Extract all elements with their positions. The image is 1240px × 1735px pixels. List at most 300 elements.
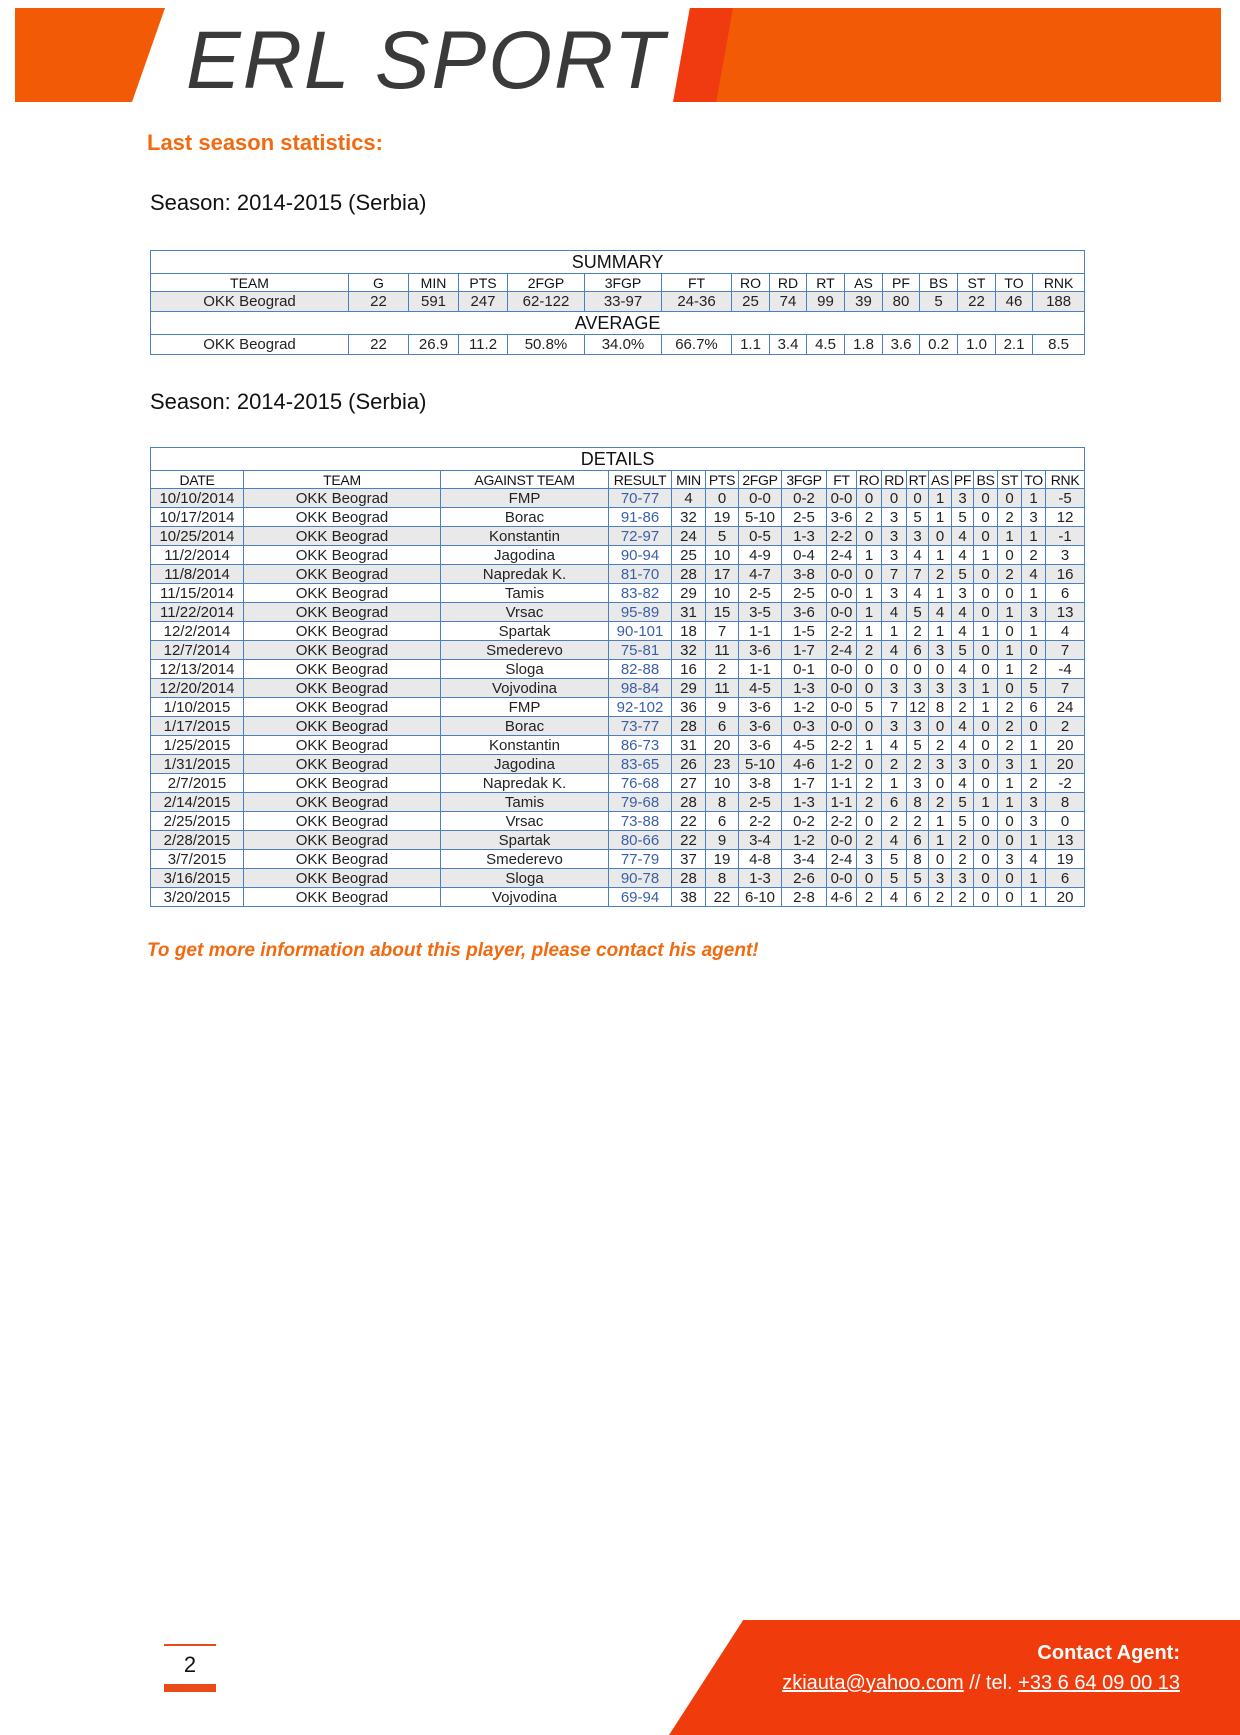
table-row <box>151 869 1085 888</box>
details-cell: Konstantin <box>441 736 609 755</box>
details-cell: 0 <box>857 660 882 679</box>
details-cell: 4 <box>1022 565 1046 584</box>
details-cell: 0-2 <box>782 812 827 831</box>
details-cell: 0 <box>998 869 1022 888</box>
details-cell: Borac <box>441 717 609 736</box>
summary-cell: 25 <box>732 292 770 312</box>
details-cell: 1 <box>857 736 882 755</box>
average-cell: OKK Beograd <box>151 335 349 355</box>
details-cell: 0-0 <box>827 831 857 850</box>
details-cell: 2 <box>882 755 907 774</box>
details-cell: 5 <box>706 527 739 546</box>
details-cell: OKK Beograd <box>244 793 441 812</box>
details-cell: 19 <box>1046 850 1085 869</box>
details-column-header: DATE <box>151 471 244 489</box>
details-cell: 4 <box>952 717 974 736</box>
details-title: DETAILS <box>151 448 1085 471</box>
details-cell: 5 <box>882 869 907 888</box>
details-cell: 1 <box>1022 489 1046 508</box>
details-cell: 2 <box>857 793 882 812</box>
details-cell: 22 <box>672 812 706 831</box>
summary-cell: 39 <box>845 292 883 312</box>
average-cell: 11.2 <box>459 335 508 355</box>
details-cell: 8 <box>929 698 952 717</box>
details-cell: 1-2 <box>827 755 857 774</box>
details-cell: 1 <box>857 584 882 603</box>
details-cell: 0 <box>974 489 998 508</box>
details-cell: Spartak <box>441 831 609 850</box>
agent-email-link[interactable]: zkiauta@yahoo.com <box>782 1672 964 1694</box>
details-column-header: MIN <box>672 471 706 489</box>
details-cell: 2-4 <box>827 546 857 565</box>
details-cell: 0 <box>974 774 998 793</box>
details-cell: 32 <box>672 641 706 660</box>
details-cell: 1 <box>1022 736 1046 755</box>
details-cell: OKK Beograd <box>244 774 441 793</box>
details-cell: 6 <box>706 812 739 831</box>
details-cell: 10/17/2014 <box>151 508 244 527</box>
details-cell: 2 <box>706 660 739 679</box>
details-cell: OKK Beograd <box>244 489 441 508</box>
summary-column-header: MIN <box>409 274 459 292</box>
summary-column-header: RO <box>732 274 770 292</box>
details-cell: 0-3 <box>782 717 827 736</box>
details-column-header: AS <box>929 471 952 489</box>
details-cell: 8 <box>907 793 929 812</box>
details-cell: 13 <box>1046 603 1085 622</box>
details-cell: 86-73 <box>609 736 672 755</box>
details-cell: 3/7/2015 <box>151 850 244 869</box>
details-cell: 4 <box>952 603 974 622</box>
details-cell: 11/22/2014 <box>151 603 244 622</box>
details-cell: 0 <box>974 812 998 831</box>
details-cell: 2 <box>929 565 952 584</box>
summary-column-header: ST <box>958 274 996 292</box>
details-cell: 1 <box>1022 869 1046 888</box>
details-cell: 90-94 <box>609 546 672 565</box>
details-cell: Vojvodina <box>441 888 609 907</box>
details-cell: 90-101 <box>609 622 672 641</box>
contact-line <box>782 1672 1180 1695</box>
details-cell: 2 <box>998 565 1022 584</box>
details-cell: 1 <box>998 527 1022 546</box>
table-row <box>151 489 1085 508</box>
details-column-header: RO <box>857 471 882 489</box>
details-cell: Smederevo <box>441 641 609 660</box>
details-cell: 4 <box>907 584 929 603</box>
details-cell: Vrsac <box>441 812 609 831</box>
details-cell: 3-6 <box>827 508 857 527</box>
details-cell: 0-2 <box>782 489 827 508</box>
details-cell: 95-89 <box>609 603 672 622</box>
details-cell: 2 <box>857 774 882 793</box>
details-cell: 0 <box>974 527 998 546</box>
details-cell: 3 <box>907 679 929 698</box>
details-cell: 23 <box>706 755 739 774</box>
details-cell: 1 <box>857 603 882 622</box>
summary-cell: 99 <box>807 292 845 312</box>
details-cell: OKK Beograd <box>244 546 441 565</box>
details-cell: 3 <box>882 546 907 565</box>
details-cell: 2-5 <box>782 508 827 527</box>
details-cell: 7 <box>882 565 907 584</box>
details-cell: 4-6 <box>827 888 857 907</box>
details-column-header: RESULT <box>609 471 672 489</box>
details-cell: 2-5 <box>739 793 782 812</box>
table-row <box>151 527 1085 546</box>
details-cell: Jagodina <box>441 755 609 774</box>
details-column-header: PTS <box>706 471 739 489</box>
details-cell: 73-77 <box>609 717 672 736</box>
average-cell: 26.9 <box>409 335 459 355</box>
details-cell: 2-5 <box>782 584 827 603</box>
details-cell: 28 <box>672 869 706 888</box>
details-cell: 6 <box>907 831 929 850</box>
details-cell: 2 <box>1022 774 1046 793</box>
details-cell: OKK Beograd <box>244 717 441 736</box>
details-cell: 5 <box>952 812 974 831</box>
details-cell: 0 <box>857 679 882 698</box>
details-cell: 72-97 <box>609 527 672 546</box>
details-cell: 1-2 <box>782 831 827 850</box>
details-cell: 11 <box>706 679 739 698</box>
summary-cell: 188 <box>1033 292 1085 312</box>
details-cell: 1 <box>1022 831 1046 850</box>
details-cell: 3-6 <box>739 717 782 736</box>
details-cell: 3-6 <box>739 641 782 660</box>
details-cell: 4-5 <box>782 736 827 755</box>
details-cell: 0 <box>974 565 998 584</box>
details-cell: 0-0 <box>827 869 857 888</box>
season-label-summary: Season: 2014-2015 (Serbia) <box>150 190 427 215</box>
details-cell: 2-6 <box>782 869 827 888</box>
table-row <box>151 565 1085 584</box>
details-cell: 0 <box>998 584 1022 603</box>
details-cell: 0-0 <box>827 489 857 508</box>
details-cell: 5 <box>857 698 882 717</box>
details-cell: Tamis <box>441 793 609 812</box>
details-cell: 6 <box>907 641 929 660</box>
details-cell: 1 <box>998 603 1022 622</box>
details-cell: 0 <box>857 527 882 546</box>
details-cell: 3 <box>1022 508 1046 527</box>
details-cell: 2 <box>929 736 952 755</box>
details-cell: 12/7/2014 <box>151 641 244 660</box>
details-column-header: 2FGP <box>739 471 782 489</box>
details-cell: 4 <box>952 527 974 546</box>
details-cell: 2 <box>1022 546 1046 565</box>
header-banner-left <box>15 8 165 102</box>
details-column-header: RD <box>882 471 907 489</box>
details-cell: OKK Beograd <box>244 565 441 584</box>
details-cell: 0 <box>857 717 882 736</box>
details-cell: 3 <box>882 679 907 698</box>
details-cell: 1 <box>974 793 998 812</box>
page-number: 2 <box>183 1652 197 1677</box>
details-column-header: TEAM <box>244 471 441 489</box>
details-cell: 0 <box>1022 717 1046 736</box>
details-cell: 28 <box>672 793 706 812</box>
details-cell: OKK Beograd <box>244 850 441 869</box>
contact-separator: // tel. <box>963 1672 1019 1694</box>
details-cell: 3-6 <box>739 698 782 717</box>
details-cell: 3 <box>929 679 952 698</box>
details-cell: 0 <box>706 489 739 508</box>
details-cell: 4-6 <box>782 755 827 774</box>
details-cell: 0 <box>929 850 952 869</box>
average-cell: 22 <box>349 335 409 355</box>
details-cell: 69-94 <box>609 888 672 907</box>
table-row <box>151 793 1085 812</box>
details-cell: 6 <box>1046 869 1085 888</box>
details-cell: 5 <box>952 508 974 527</box>
table-row <box>151 603 1085 622</box>
details-cell: 1 <box>1022 755 1046 774</box>
details-cell: 3-4 <box>739 831 782 850</box>
details-cell: 1 <box>974 546 998 565</box>
details-cell: 1 <box>974 698 998 717</box>
details-cell: 9 <box>706 698 739 717</box>
details-cell: 4 <box>952 622 974 641</box>
details-cell: 28 <box>672 717 706 736</box>
details-cell: 1/10/2015 <box>151 698 244 717</box>
details-cell: 2-2 <box>827 622 857 641</box>
details-cell: 0 <box>929 717 952 736</box>
details-cell: 1 <box>857 622 882 641</box>
details-cell: 3-4 <box>782 850 827 869</box>
table-row <box>151 755 1085 774</box>
details-cell: 5 <box>882 850 907 869</box>
page-number-rule-top <box>164 1644 216 1646</box>
details-cell: 1/31/2015 <box>151 755 244 774</box>
details-cell: Napredak K. <box>441 565 609 584</box>
details-cell: 12/13/2014 <box>151 660 244 679</box>
details-cell: 28 <box>672 565 706 584</box>
details-cell: 1 <box>1022 622 1046 641</box>
details-cell: 24 <box>1046 698 1085 717</box>
details-cell: 0 <box>857 489 882 508</box>
details-cell: 20 <box>1046 755 1085 774</box>
details-cell: 11 <box>706 641 739 660</box>
details-cell: 1 <box>929 831 952 850</box>
header-banner-right <box>673 8 1221 102</box>
details-cell: 0 <box>974 584 998 603</box>
details-cell: 0-0 <box>827 717 857 736</box>
details-cell: 1-1 <box>827 793 857 812</box>
details-cell: OKK Beograd <box>244 888 441 907</box>
details-cell: 4 <box>1046 622 1085 641</box>
details-cell: 3 <box>882 527 907 546</box>
details-cell: 0 <box>907 489 929 508</box>
details-cell: 0-1 <box>782 660 827 679</box>
details-cell: 20 <box>706 736 739 755</box>
details-cell: 0 <box>998 622 1022 641</box>
details-table <box>150 447 1085 907</box>
details-cell: 0 <box>929 660 952 679</box>
details-cell: Vojvodina <box>441 679 609 698</box>
details-cell: 4 <box>882 888 907 907</box>
summary-column-header: RD <box>770 274 807 292</box>
details-cell: 70-77 <box>609 489 672 508</box>
details-cell: 26 <box>672 755 706 774</box>
details-column-header: AGAINST TEAM <box>441 471 609 489</box>
details-cell: -5 <box>1046 489 1085 508</box>
details-cell: 4 <box>882 736 907 755</box>
details-cell: 2/25/2015 <box>151 812 244 831</box>
details-cell: OKK Beograd <box>244 508 441 527</box>
details-cell: 4 <box>882 641 907 660</box>
details-cell: 20 <box>1046 888 1085 907</box>
details-column-header: RT <box>907 471 929 489</box>
details-cell: Napredak K. <box>441 774 609 793</box>
summary-column-header: AS <box>845 274 883 292</box>
details-cell: 92-102 <box>609 698 672 717</box>
details-cell: 0 <box>974 869 998 888</box>
details-cell: 10/25/2014 <box>151 527 244 546</box>
details-cell: 12/20/2014 <box>151 679 244 698</box>
details-cell: Konstantin <box>441 527 609 546</box>
details-cell: 1-3 <box>739 869 782 888</box>
details-cell: 0 <box>974 888 998 907</box>
details-cell: OKK Beograd <box>244 603 441 622</box>
details-cell: 2-8 <box>782 888 827 907</box>
contact-note: To get more information about this player, please contact his agent! <box>147 940 759 961</box>
details-cell: 77-79 <box>609 850 672 869</box>
details-cell: OKK Beograd <box>244 679 441 698</box>
details-cell: 1-7 <box>782 641 827 660</box>
details-cell: 2 <box>857 641 882 660</box>
details-cell: 13 <box>1046 831 1085 850</box>
details-cell: 12/2/2014 <box>151 622 244 641</box>
section-heading: Last season statistics: <box>147 130 383 155</box>
details-cell: 2 <box>952 698 974 717</box>
details-cell: 81-70 <box>609 565 672 584</box>
details-cell: 37 <box>672 850 706 869</box>
details-cell: 75-81 <box>609 641 672 660</box>
details-cell: 7 <box>882 698 907 717</box>
details-cell: 2/7/2015 <box>151 774 244 793</box>
details-cell: -4 <box>1046 660 1085 679</box>
details-cell: 90-78 <box>609 869 672 888</box>
details-cell: 5 <box>907 508 929 527</box>
details-cell: 12 <box>907 698 929 717</box>
details-cell: 4 <box>952 736 974 755</box>
details-cell: Borac <box>441 508 609 527</box>
details-cell: OKK Beograd <box>244 622 441 641</box>
table-row <box>151 850 1085 869</box>
average-cell: 50.8% <box>508 335 585 355</box>
details-column-header: ST <box>998 471 1022 489</box>
details-cell: 4 <box>952 660 974 679</box>
details-cell: 1 <box>857 546 882 565</box>
details-cell: 0 <box>974 660 998 679</box>
average-cell: 66.7% <box>662 335 732 355</box>
details-cell: 0 <box>882 660 907 679</box>
details-cell: 16 <box>1046 565 1085 584</box>
details-cell: 0 <box>1046 812 1085 831</box>
details-cell: 22 <box>706 888 739 907</box>
table-row <box>151 831 1085 850</box>
summary-cell: 5 <box>920 292 958 312</box>
details-cell: 5-10 <box>739 755 782 774</box>
logo: ERL SPORT <box>186 15 666 106</box>
details-cell: OKK Beograd <box>244 660 441 679</box>
details-cell: 98-84 <box>609 679 672 698</box>
average-title: AVERAGE <box>151 312 1085 335</box>
summary-cell: 80 <box>883 292 920 312</box>
average-cell: 8.5 <box>1033 335 1085 355</box>
details-cell: 1-7 <box>782 774 827 793</box>
agent-phone-link[interactable]: +33 6 64 09 00 13 <box>1018 1672 1180 1694</box>
details-cell: 1 <box>929 584 952 603</box>
details-cell: 2-2 <box>827 736 857 755</box>
summary-average-row <box>151 335 1085 355</box>
details-cell: 11/2/2014 <box>151 546 244 565</box>
details-cell: 19 <box>706 508 739 527</box>
details-cell: 83-82 <box>609 584 672 603</box>
details-cell: 3 <box>952 584 974 603</box>
details-cell: 0 <box>857 869 882 888</box>
details-cell: 2-5 <box>739 584 782 603</box>
details-cell: 10 <box>706 546 739 565</box>
details-cell: 3 <box>907 717 929 736</box>
details-cell: 27 <box>672 774 706 793</box>
details-cell: 1 <box>1022 888 1046 907</box>
details-cell: OKK Beograd <box>244 812 441 831</box>
summary-column-header: RNK <box>1033 274 1085 292</box>
details-cell: 8 <box>1046 793 1085 812</box>
average-cell: 2.1 <box>996 335 1033 355</box>
table-row <box>151 660 1085 679</box>
details-cell: 7 <box>1046 641 1085 660</box>
table-row <box>151 679 1085 698</box>
details-cell: 2 <box>952 888 974 907</box>
details-cell: 2 <box>907 755 929 774</box>
summary-total-row <box>151 292 1085 312</box>
details-cell: 4 <box>952 546 974 565</box>
details-cell: 2 <box>998 717 1022 736</box>
summary-column-header: PF <box>883 274 920 292</box>
details-cell: 3-8 <box>739 774 782 793</box>
details-cell: 3-6 <box>739 736 782 755</box>
summary-cell: 24-36 <box>662 292 732 312</box>
details-cell: OKK Beograd <box>244 869 441 888</box>
details-cell: Spartak <box>441 622 609 641</box>
average-cell: 3.6 <box>883 335 920 355</box>
details-cell: 0 <box>882 489 907 508</box>
details-cell: 2-4 <box>827 641 857 660</box>
details-cell: 11/15/2014 <box>151 584 244 603</box>
details-cell: 3 <box>952 869 974 888</box>
details-column-header: RNK <box>1046 471 1085 489</box>
summary-table <box>150 250 1085 355</box>
details-cell: 2-4 <box>827 850 857 869</box>
details-cell: 0 <box>929 774 952 793</box>
season-label-details: Season: 2014-2015 (Serbia) <box>150 389 427 414</box>
details-cell: 0 <box>929 527 952 546</box>
details-cell: 6 <box>1046 584 1085 603</box>
details-cell: OKK Beograd <box>244 641 441 660</box>
details-cell: Tamis <box>441 584 609 603</box>
details-cell: 4-9 <box>739 546 782 565</box>
summary-column-header: G <box>349 274 409 292</box>
details-cell: 1 <box>998 660 1022 679</box>
details-cell: 2 <box>857 831 882 850</box>
details-cell: 3-8 <box>782 565 827 584</box>
details-cell: 4 <box>882 603 907 622</box>
details-cell: 73-88 <box>609 812 672 831</box>
details-cell: 6-10 <box>739 888 782 907</box>
